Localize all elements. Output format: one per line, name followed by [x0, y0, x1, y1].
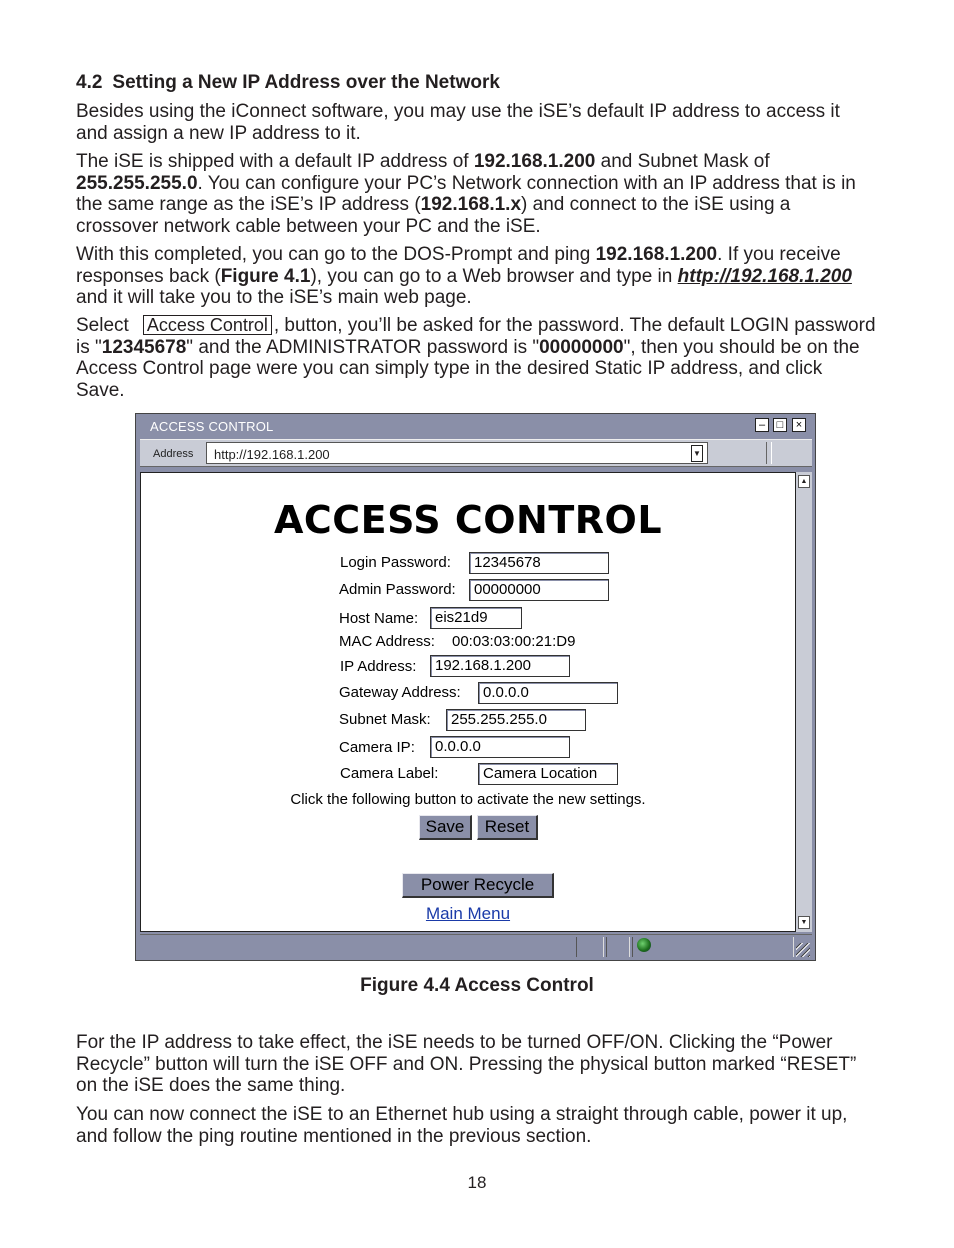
admin-password-input[interactable]: 00000000	[469, 579, 609, 601]
mac-address-value: 00:03:03:00:21:D9	[452, 633, 576, 650]
address-label: Address	[153, 448, 194, 460]
save-button[interactable]: Save	[419, 815, 472, 840]
figure-caption: Figure 4.4 Access Control	[360, 975, 594, 996]
host-name-label: Host Name:	[339, 610, 419, 627]
status-zone	[632, 937, 794, 957]
access-control-inline-button: Access Control	[143, 315, 272, 335]
device-url-link[interactable]: http://192.168.1.200	[677, 265, 852, 287]
window-titlebar	[136, 414, 815, 438]
chevron-down-icon[interactable]: ▼	[691, 445, 703, 462]
paragraph-power-recycle: For the IP address to take effect, the iSE needs to be turned OFF/ON. Clicking the “Power Recycle” button will turn the iSE OFF and ON. Pressing the physical button marked “RESET” on the iSE does the same thing.	[76, 1032, 857, 1096]
ping-ip-value: 192.168.1.200	[595, 244, 718, 265]
text-span: . If you receive responses back (	[76, 244, 841, 287]
power-recycle-button[interactable]: Power Recycle	[402, 873, 554, 898]
paragraph-ethernet: You can now connect the iSE to an Ethernet hub using a straight through cable, power it up, and follow the ping routine mentioned in the previous section.	[76, 1104, 848, 1147]
text-span: Select	[76, 315, 129, 336]
scroll-down-icon[interactable]: ▼	[798, 916, 810, 929]
subnet-mask-label: Subnet Mask:	[339, 711, 431, 728]
main-menu-label[interactable]: Main Menu	[425, 904, 511, 923]
text-span: The iSE is shipped with a default IP address of	[76, 151, 474, 172]
login-password-value: 12345678	[101, 336, 187, 358]
main-menu-link[interactable]	[141, 904, 795, 924]
text-span: ", then you should be on the Access Control page were you can simply type in the desired Static IP address, and click Save.	[76, 336, 860, 401]
login-password-input[interactable]: 12345678	[469, 552, 609, 574]
text-span: , button, you’ll be asked for the password. The default LOGIN password is "	[76, 315, 876, 358]
toolbar-divider	[766, 442, 772, 464]
maximize-icon[interactable]: □	[773, 418, 787, 432]
ip-address-label: IP Address:	[340, 658, 417, 675]
text-span: ), you can go to a Web browser and type in	[310, 265, 678, 287]
paragraph-default-ip	[76, 151, 876, 237]
gateway-address-input[interactable]: 0.0.0.0	[478, 682, 618, 704]
scroll-up-icon[interactable]: ▲	[798, 475, 810, 488]
text-span: ) and connect to the iSE using a crossover network cable between your PC and the iSE.	[76, 194, 791, 237]
camera-label-input[interactable]: Camera Location	[478, 763, 618, 785]
status-bar	[140, 934, 812, 959]
section-heading	[76, 72, 500, 94]
vertical-scrollbar[interactable]	[796, 472, 812, 932]
camera-label-label: Camera Label:	[340, 765, 439, 782]
ip-address-input[interactable]: 192.168.1.200	[430, 655, 570, 677]
minimize-icon[interactable]: –	[755, 418, 769, 432]
resize-grip-icon[interactable]	[796, 943, 810, 957]
paragraph-intro: Besides using the iConnect software, you may use the iSE’s default IP address to access it and assign a new IP address to it.	[76, 101, 840, 144]
url-input[interactable]	[206, 442, 708, 464]
text-span: With this completed, you can go to the DOS-Prompt and ping	[76, 244, 596, 265]
instruction-text: Click the following button to activate the new settings.	[290, 791, 646, 808]
page-title: ACCESS CONTROL	[273, 498, 663, 542]
page-number: 18	[467, 1173, 487, 1192]
text-span: and it will take you to the iSE’s main web page.	[76, 287, 472, 308]
globe-icon	[637, 938, 651, 952]
admin-password-label: Admin Password:	[339, 581, 456, 598]
default-ip-value: 192.168.1.200	[473, 151, 596, 172]
mac-address-label: MAC Address:	[339, 633, 435, 650]
status-cell	[576, 937, 604, 957]
ip-range-value: 192.168.1.x	[420, 194, 522, 215]
window-title: ACCESS CONTROL	[150, 419, 274, 434]
paragraph-ping	[76, 244, 876, 309]
status-cell	[606, 937, 630, 957]
gateway-address-label: Gateway Address:	[339, 684, 461, 701]
camera-ip-input[interactable]: 0.0.0.0	[430, 736, 570, 758]
admin-password-value: 00000000	[539, 336, 624, 358]
browser-window	[135, 413, 816, 961]
camera-ip-label: Camera IP:	[339, 739, 415, 756]
text-span: and Subnet Mask of	[595, 151, 770, 172]
default-subnet-value: 255.255.255.0	[76, 172, 198, 194]
paragraph-access-control	[76, 315, 876, 401]
subnet-mask-input[interactable]: 255.255.255.0	[446, 709, 586, 731]
page-content	[140, 472, 796, 932]
text-span: " and the ADMINISTRATOR password is "	[186, 336, 540, 358]
section-number: 4.2	[76, 72, 103, 93]
address-bar	[140, 439, 812, 467]
host-name-input[interactable]: eis21d9	[430, 607, 522, 629]
close-icon[interactable]: ×	[792, 418, 806, 432]
reset-button[interactable]: Reset	[477, 815, 538, 840]
figure-reference: Figure 4.1	[220, 265, 311, 287]
login-password-label: Login Password:	[340, 554, 451, 571]
text-span: . You can configure your PC’s Network connection with an IP address that is in the same range as the iSE’s IP address (	[76, 172, 856, 215]
url-value: http://192.168.1.200	[214, 447, 330, 462]
section-title: Setting a New IP Address over the Network	[112, 72, 500, 93]
